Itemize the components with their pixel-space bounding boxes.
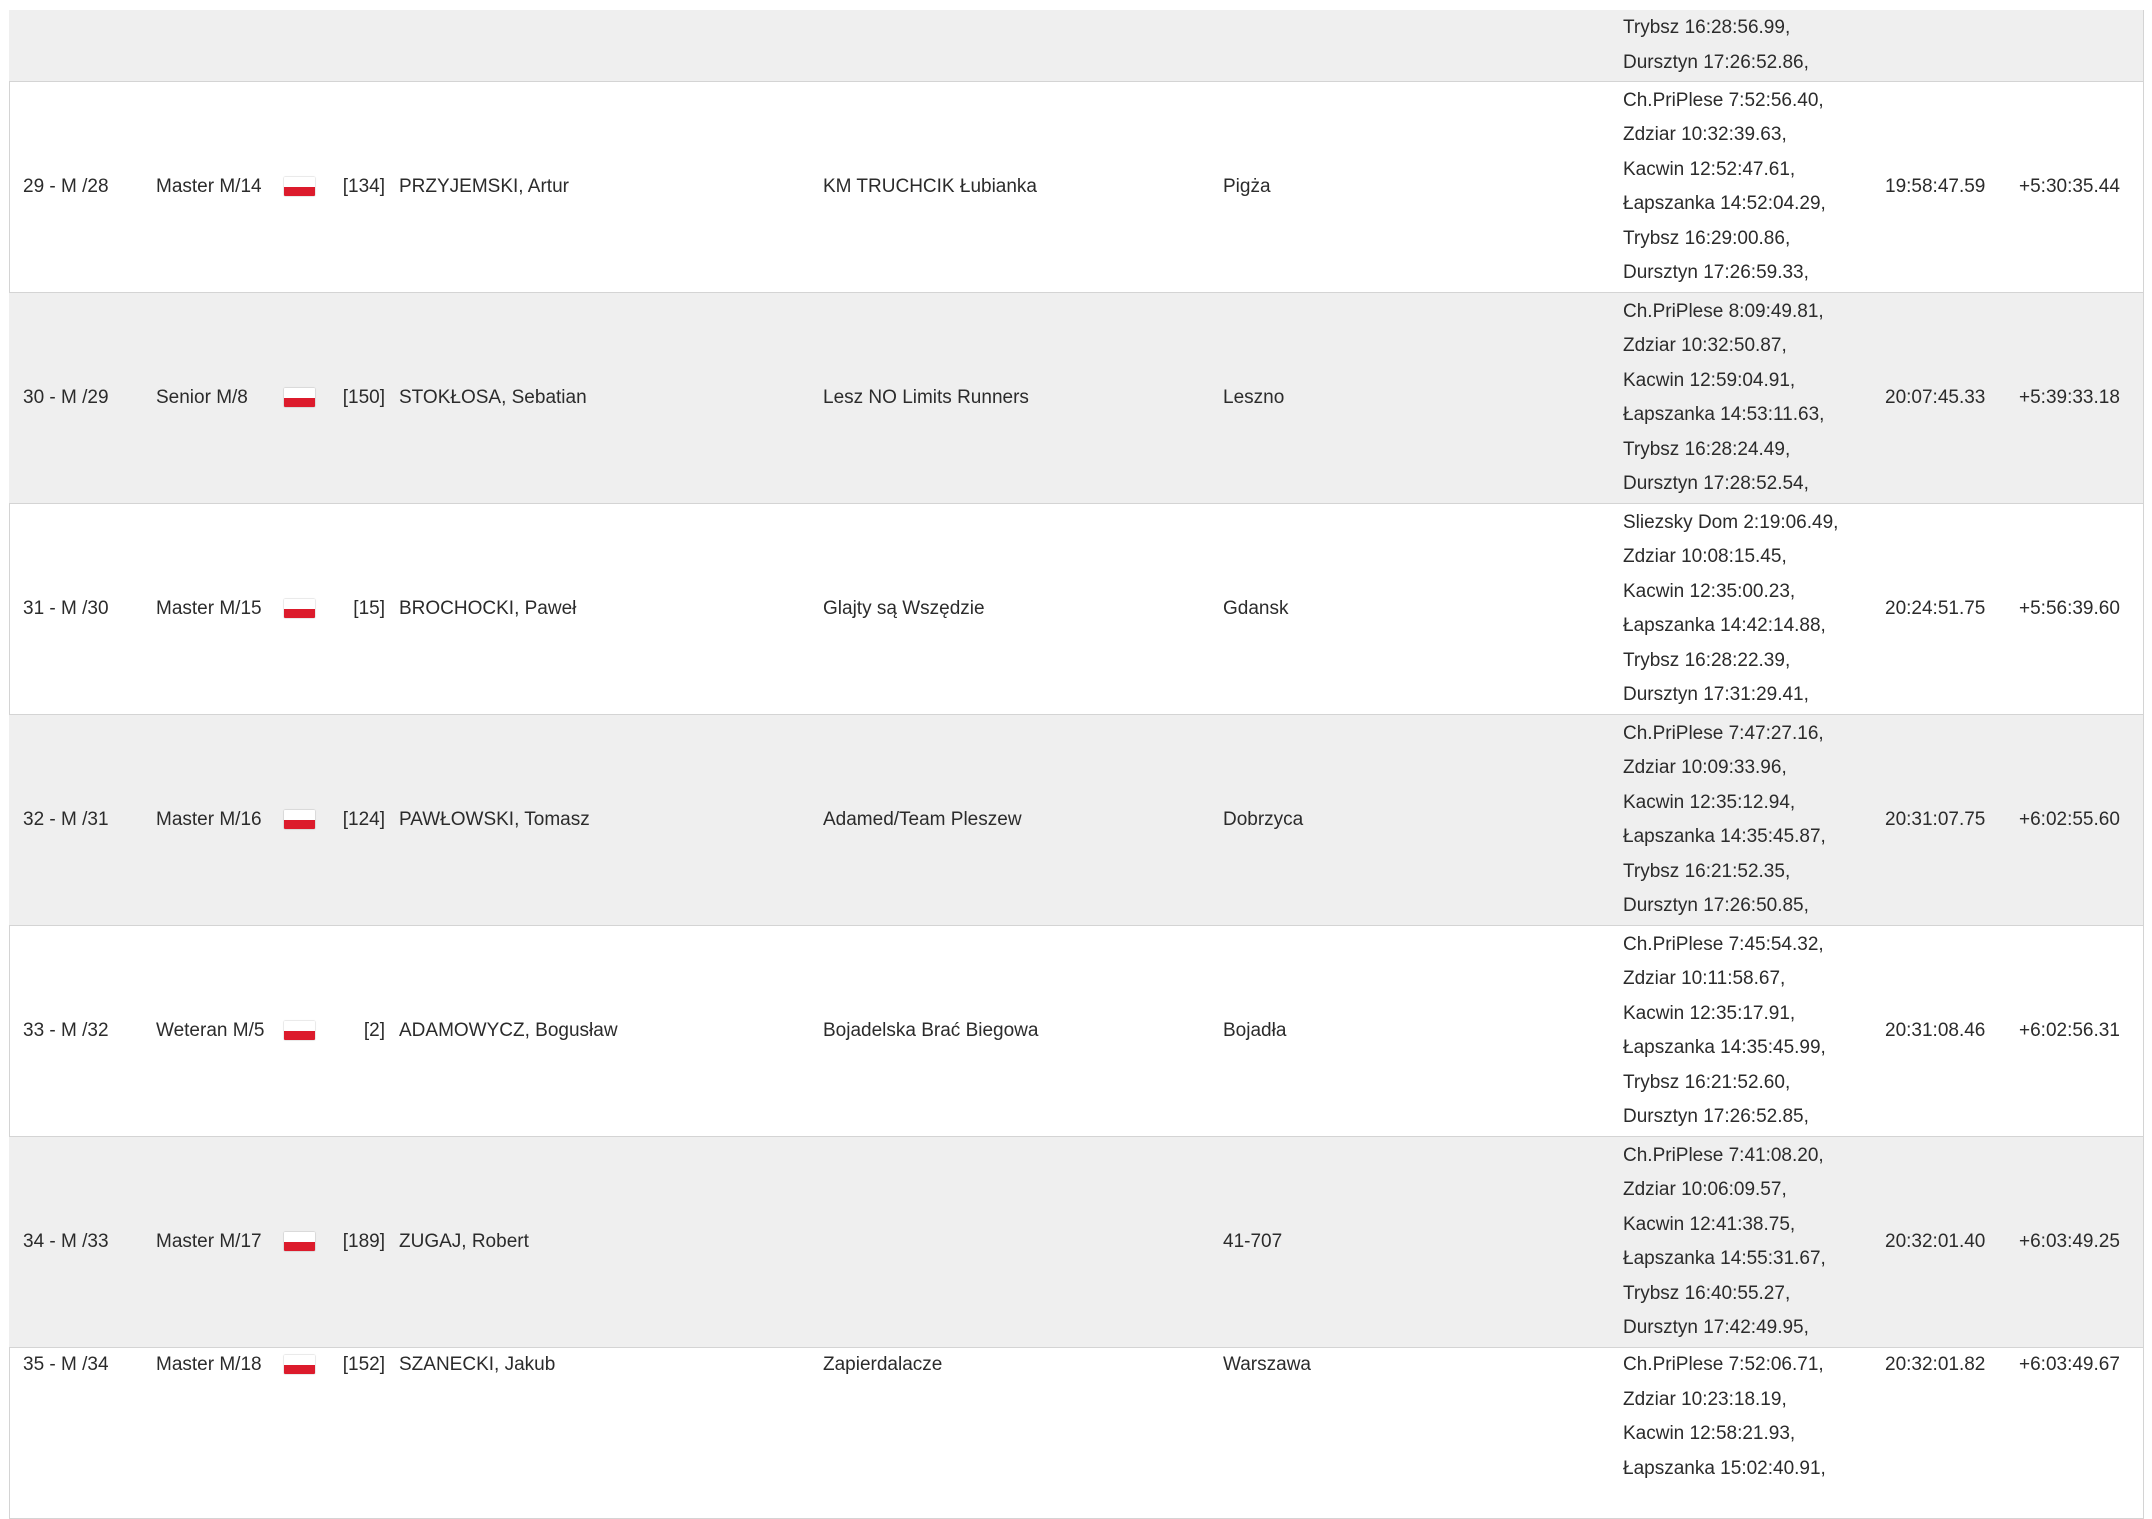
finish-time-cell: 20:24:51.75 [1885,597,1986,619]
bib-cell: [150] [342,386,385,408]
empty-cell [275,10,323,82]
empty-cell [323,10,385,82]
poland-flag-icon [284,388,315,407]
club-cell: Adamed/Team Pleszew [823,808,1022,830]
finish-time-cell: 20:31:07.75 [1885,808,1986,830]
split-time: Dursztyn 17:26:52.85, [1623,1106,1809,1127]
category-cell: Master M/16 [156,808,262,830]
split-time: Ch.PriPlese 7:45:54.32, [1623,933,1824,955]
split-time: Ch.PriPlese 7:52:06.71, [1623,1354,1824,1375]
split-time: Trybsz 16:29:00.86, [1623,227,1791,249]
athlete-name: PAWŁOWSKI, Tomasz [399,808,590,830]
club-cell: KM TRUCHCIK Łubianka [823,175,1038,197]
bib-cell: [189] [342,1230,385,1252]
place-cell: 33 - M /32 [23,1019,109,1041]
split-time: Dursztyn 17:28:52.54, [1623,473,1809,494]
flag-cell [275,504,323,715]
splits-cell [1609,10,1871,82]
table-row [9,10,2143,82]
club-cell: Bojadelska Brać Biegowa [823,1019,1039,1041]
split-time: Kacwin 12:35:17.91, [1623,1002,1796,1024]
category-cell: Master M/14 [156,175,262,197]
split-time: Zdziar 10:32:50.87, [1623,335,1787,356]
table-row [9,926,2143,1137]
results-table [9,10,2143,1519]
athlete-name: ZUGAJ, Robert [399,1230,529,1252]
split-time: Zdziar 10:32:39.63, [1623,124,1787,145]
place-cell: 30 - M /29 [23,386,109,408]
athlete-name: STOKŁOSA, Sebatian [399,386,587,408]
poland-flag-icon [284,599,315,618]
place-cell: 32 - M /31 [23,808,109,830]
category-cell: Master M/18 [156,1354,262,1375]
split-time: Zdziar 10:09:33.96, [1623,757,1787,778]
split-time: Trybsz 16:28:22.39, [1623,649,1791,671]
flag-cell [275,715,323,926]
gap-cell: +5:56:39.60 [2019,597,2120,619]
split-time: Zdziar 10:11:58.67, [1623,968,1786,989]
flag-cell [275,1137,323,1348]
bib-cell: [15] [353,597,385,619]
splits-cell [1609,504,1871,715]
category-cell: Weteran M/5 [156,1019,265,1041]
split-time: Trybsz 16:28:56.99, [1623,17,1791,38]
place-cell: 34 - M /33 [23,1230,109,1252]
splits-cell [1609,293,1871,504]
club-cell: Zapierdalacze [823,1354,943,1375]
gap-cell: +5:39:33.18 [2019,386,2120,408]
empty-cell [809,10,1209,82]
split-time: Trybsz 16:21:52.60, [1623,1071,1791,1093]
split-time: Łapszanka 14:35:45.87, [1623,826,1826,847]
athlete-name: ADAMOWYCZ, Bogusław [399,1019,618,1041]
split-time: Ch.PriPlese 7:41:08.20, [1623,1144,1824,1166]
table-row [9,293,2143,504]
split-time: Zdziar 10:23:18.19, [1623,1388,1787,1410]
gap-cell: +6:03:49.25 [2019,1230,2120,1252]
split-time: Łapszanka 14:55:31.67, [1623,1248,1826,1269]
category-cell: Senior M/8 [156,386,248,408]
athlete-name: PRZYJEMSKI, Artur [399,175,569,197]
results-body [9,10,2143,1519]
finish-time-cell: 19:58:47.59 [1885,175,1986,197]
gap-cell: +6:02:55.60 [2019,808,2120,830]
empty-cell [1209,10,1609,82]
city-cell: Dobrzyca [1223,808,1304,830]
club-cell: Glajty są Wszędzie [823,597,985,619]
poland-flag-icon [284,1021,315,1040]
gap-cell: +6:03:49.67 [2019,1354,2120,1375]
empty-cell [142,10,275,82]
split-time: Kacwin 12:35:12.94, [1623,791,1796,813]
finish-time-cell: 20:32:01.40 [1885,1230,1986,1252]
split-time: Dursztyn 17:31:29.41, [1623,684,1809,705]
flag-cell [275,926,323,1137]
split-time: Kacwin 12:41:38.75, [1623,1213,1796,1235]
split-time: Łapszanka 15:02:40.91, [1623,1457,1826,1479]
place-cell: 29 - M /28 [23,175,109,197]
split-time: Kacwin 12:58:21.93, [1623,1423,1796,1444]
split-time: Dursztyn 17:26:59.33, [1623,262,1809,283]
splits-cell [1609,1348,1871,1519]
splits-cell [1609,926,1871,1137]
split-time: Trybsz 16:28:24.49, [1623,438,1791,460]
club-cell: Lesz NO Limits Runners [823,386,1029,408]
split-time: Trybsz 16:21:52.35, [1623,860,1791,882]
table-row [9,504,2143,715]
city-cell: 41-707 [1223,1230,1283,1252]
split-time: Dursztyn 17:26:52.86, [1623,51,1809,73]
table-row [9,715,2143,926]
split-time: Ch.PriPlese 7:52:56.40, [1623,89,1824,111]
splits-cell [1609,82,1871,293]
category-cell: Master M/17 [156,1230,262,1252]
split-time: Ch.PriPlese 7:47:27.16, [1623,722,1824,744]
finish-time-cell: 20:32:01.82 [1885,1354,1986,1375]
athlete-name: BROCHOCKI, Paweł [399,597,577,619]
split-time: Łapszanka 14:35:45.99, [1623,1037,1826,1058]
table-row [9,1348,2143,1519]
split-time: Kacwin 12:59:04.91, [1623,369,1796,391]
table-row [9,82,2143,293]
split-time: Łapszanka 14:42:14.88, [1623,615,1826,636]
empty-cell [385,10,809,82]
category-cell: Master M/15 [156,597,262,619]
split-time: Łapszanka 14:53:11.63, [1623,404,1825,425]
city-cell: Bojadła [1223,1019,1287,1041]
place-cell: 31 - M /30 [23,597,109,619]
poland-flag-icon [284,810,315,829]
bib-cell: [152] [342,1354,385,1375]
athlete-name: SZANECKI, Jakub [399,1354,556,1375]
split-time: Łapszanka 14:52:04.29, [1623,193,1826,214]
club-cell [809,1137,1209,1348]
split-time: Zdziar 10:08:15.45, [1623,546,1787,567]
empty-cell [1871,10,2005,82]
split-time: Kacwin 12:52:47.61, [1623,158,1796,180]
city-cell: Gdansk [1223,597,1289,619]
gap-cell: +5:30:35.44 [2019,175,2120,197]
finish-time-cell: 20:07:45.33 [1885,386,1986,408]
city-cell: Leszno [1223,386,1285,408]
flag-cell [275,1348,323,1519]
flag-cell [275,82,323,293]
empty-cell [9,10,142,82]
bib-cell: [124] [342,808,385,830]
city-cell: Warszawa [1223,1354,1311,1375]
splits-cell [1609,1137,1871,1348]
poland-flag-icon [284,177,315,196]
splits-cell [1609,715,1871,926]
table-row [9,1137,2143,1348]
split-time: Dursztyn 17:42:49.95, [1623,1317,1809,1338]
split-time: Trybsz 16:40:55.27, [1623,1282,1791,1304]
place-cell: 35 - M /34 [23,1354,109,1375]
split-time: Dursztyn 17:26:50.85, [1623,895,1809,916]
split-time: Kacwin 12:35:00.23, [1623,580,1796,602]
poland-flag-icon [284,1355,315,1374]
empty-cell [2005,10,2143,82]
bib-cell: [2] [363,1019,385,1041]
finish-time-cell: 20:31:08.46 [1885,1019,1986,1041]
city-cell: Pigża [1223,175,1271,197]
flag-cell [275,293,323,504]
gap-cell: +6:02:56.31 [2019,1019,2120,1041]
split-time: Zdziar 10:06:09.57, [1623,1179,1787,1200]
split-time: Ch.PriPlese 8:09:49.81, [1623,300,1824,322]
bib-cell: [134] [342,175,385,197]
split-time: Sliezsky Dom 2:19:06.49, [1623,511,1839,533]
table-right-border [2143,10,2144,1519]
poland-flag-icon [284,1232,315,1251]
